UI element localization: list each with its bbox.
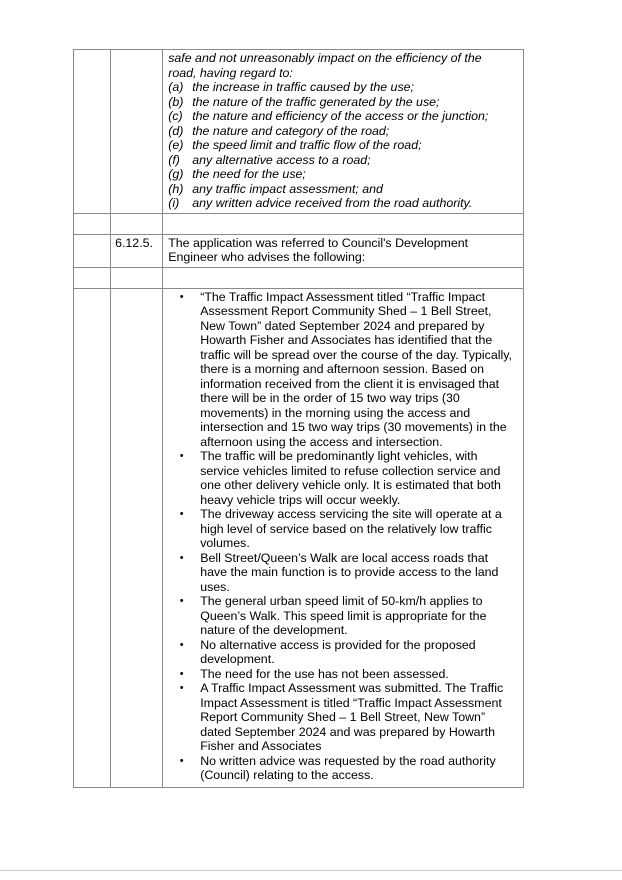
- bullet-icon: •: [179, 290, 184, 303]
- criteria-item-text: any alternative access to a road;: [192, 152, 371, 167]
- bullet-text: The general urban speed limit of 50-km/h applies to Queen’s Walk. This speed limit is appropriate for the nature of the development.: [200, 594, 487, 637]
- page-divider: [0, 870, 622, 871]
- criteria-item-a: [168, 80, 519, 95]
- list-item: [163, 507, 519, 551]
- criteria-item-text: the increase in traffic caused by the use;: [192, 80, 414, 94]
- criteria-intro-line: road, having regard to:: [168, 65, 293, 80]
- empty-cell: [74, 213, 111, 234]
- number-cell: [111, 288, 163, 787]
- criteria-item-c: [168, 109, 519, 124]
- advice-cell: [163, 288, 524, 787]
- bullet-text: No written advice was requested by the road authority (Council) relating to the access.: [200, 753, 496, 782]
- bullet-icon: •: [179, 682, 184, 694]
- list-item: [163, 594, 519, 638]
- bullet-icon: •: [179, 667, 184, 680]
- bullet-text: Bell Street/Queen’s Walk are local access roads that have the main function is to provide access to the land uses.: [200, 550, 499, 594]
- bullet-icon: •: [179, 450, 184, 462]
- list-item: [163, 638, 519, 667]
- criteria-item-e: [168, 138, 519, 153]
- criteria-item-label: (b): [168, 94, 184, 109]
- bullet-icon: •: [179, 754, 184, 767]
- criteria-intro-line: safe and not unreasonably impact on the efficiency of the: [168, 51, 482, 65]
- list-item: [163, 667, 519, 682]
- list-item: [163, 754, 519, 783]
- criteria-item-label: (a): [168, 80, 184, 94]
- criteria-item-label: (g): [168, 167, 184, 181]
- margin-cell: [74, 234, 111, 267]
- margin-cell: [74, 50, 111, 214]
- margin-cell: [74, 288, 111, 787]
- empty-cell: [111, 213, 163, 234]
- criteria-item-d: [168, 124, 519, 139]
- list-item: [163, 551, 519, 595]
- criteria-item-text: the nature and category of the road;: [192, 123, 390, 138]
- empty-cell: [163, 213, 524, 234]
- criteria-item-i: [168, 196, 519, 211]
- criteria-item-label: (c): [168, 109, 183, 123]
- criteria-item-h: [168, 182, 519, 197]
- section-text: The application was referred to Council's Development Engineer who advises the following:: [163, 234, 524, 267]
- criteria-cell: [163, 50, 524, 214]
- bullet-text: The need for the use has not been assessed.: [200, 666, 449, 681]
- criteria-item-label: (e): [168, 138, 184, 152]
- criteria-item-text: the speed limit and traffic flow of the road;: [192, 138, 422, 152]
- bullet-text: The driveway access servicing the site will operate at a high level of service based on the relatively low traffic volumes.: [200, 507, 502, 550]
- spacer-row: [74, 267, 524, 288]
- empty-cell: [111, 267, 163, 288]
- bullet-text: The traffic will be predominantly light vehicles, with service vehicles limited to refuse collection service and one other delivery vehicle only. It is estimated that both heavy vehicle trips will occur weekly.: [200, 449, 501, 507]
- criteria-item-text: the nature of the traffic generated by the use;: [192, 94, 440, 109]
- criteria-item-label: (d): [168, 123, 184, 138]
- bullet-text: A Traffic Impact Assessment was submitted. The Traffic Impact Assessment is titled “Traffic Impact Assessment Report Community Shed – 1 Bell Street, New Town” dated September 2024 and was prepared by Howarth Fisher and Associates: [200, 681, 504, 753]
- bullet-icon: •: [179, 508, 184, 520]
- section-number: 6.12.5.: [111, 234, 163, 267]
- criteria-item-label: (f): [168, 152, 180, 167]
- advice-bullet-list: [163, 290, 519, 785]
- number-cell: [111, 50, 163, 214]
- section-row: [74, 234, 524, 267]
- bullet-text: No alternative access is provided for the proposed development.: [200, 637, 476, 666]
- advice-row: [74, 288, 524, 787]
- criteria-row: [74, 50, 524, 214]
- criteria-item-b: [168, 95, 519, 110]
- empty-cell: [74, 267, 111, 288]
- empty-cell: [163, 267, 524, 288]
- document-table: [73, 49, 524, 788]
- list-item: [163, 449, 519, 507]
- bullet-text: “The Traffic Impact Assessment titled “Traffic Impact Assessment Report Community Shed – 1 Bell Street, New Town” dated September 2024 and prepared by Howarth Fisher and Associates has identified that the traffic will be spread over the course of the day. Typically, there is a morning and afternoon session. Based on information received from the client it is envisaged that there will be in the order of 15 two way trips (30 movements) in the morning using the access and intersection and 15 two way trips (30 movements) in the afternoon using the access and intersection.: [200, 289, 512, 449]
- bullet-icon: •: [179, 551, 184, 564]
- criteria-item-text: the need for the use;: [192, 167, 306, 181]
- bullet-icon: •: [179, 638, 184, 651]
- list-item: [163, 681, 519, 754]
- spacer-row: [74, 213, 524, 234]
- criteria-item-text: any traffic impact assessment; and: [192, 181, 383, 196]
- list-item: [163, 290, 519, 450]
- bullet-icon: •: [179, 595, 184, 607]
- criteria-item-text: the nature and efficiency of the access or the junction;: [192, 109, 489, 123]
- criteria-item-f: [168, 153, 519, 168]
- criteria-item-text: any written advice received from the road authority.: [192, 196, 473, 210]
- criteria-item-label: (i): [168, 196, 180, 210]
- criteria-item-label: (h): [168, 181, 184, 196]
- criteria-item-g: [168, 167, 519, 182]
